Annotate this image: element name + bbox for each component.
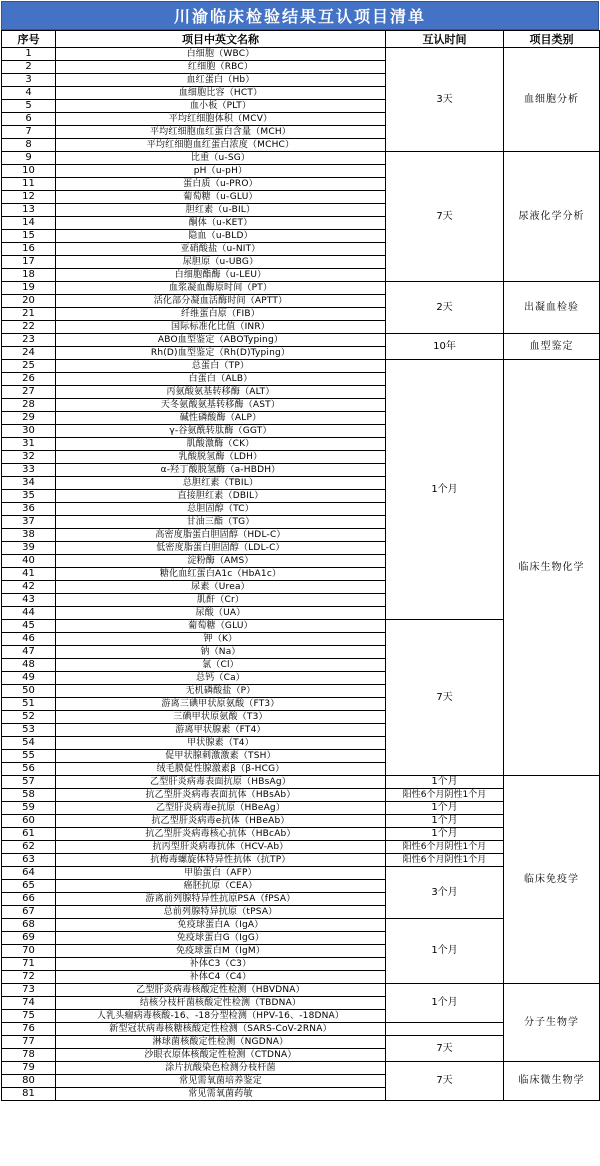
row-number: 6 [2,113,56,126]
row-number: 31 [2,438,56,451]
row-number: 28 [2,399,56,412]
recognition-time: 7天 [386,1036,504,1062]
row-number: 51 [2,698,56,711]
row-number: 32 [2,451,56,464]
item-name: 抗丙型肝炎病毒抗体（HCV-Ab） [56,841,386,854]
recognition-time: 7天 [386,152,504,282]
row-number: 76 [2,1023,56,1036]
item-name: 抗乙型肝炎病毒表面抗体（HBsAb） [56,789,386,802]
recognition-time: 1个月 [386,984,504,1023]
item-name: 游离甲状腺素（FT4） [56,724,386,737]
recognition-time: 1个月 [386,815,504,828]
row-number: 36 [2,503,56,516]
recognition-time: 阳性6个月阴性1个月 [386,854,504,867]
row-number: 39 [2,542,56,555]
row-number: 15 [2,230,56,243]
item-name: 无机磷酸盐（P） [56,685,386,698]
row-number: 38 [2,529,56,542]
item-name: 糖化血红蛋白A1c（HbA1c） [56,568,386,581]
item-name: 免疫球蛋白M（IgM） [56,945,386,958]
item-name: 涂片抗酸染色检测分枝杆菌 [56,1062,386,1075]
row-number: 7 [2,126,56,139]
item-name: 甲状腺素（T4） [56,737,386,750]
item-name: 肌酐（Cr） [56,594,386,607]
row-number: 56 [2,763,56,776]
item-name: 尿酸（UA） [56,607,386,620]
row-number: 61 [2,828,56,841]
item-name: 淀粉酶（AMS） [56,555,386,568]
row-number: 37 [2,516,56,529]
item-name: 隐血（u-BLD） [56,230,386,243]
item-name: 亚硝酸盐（u-NIT） [56,243,386,256]
item-name: 总前列腺特异抗原（tPSA） [56,906,386,919]
row-number: 16 [2,243,56,256]
item-name: 血红蛋白（Hb） [56,74,386,87]
row-number: 48 [2,659,56,672]
item-name: 癌胚抗原（CEA） [56,880,386,893]
row-number: 20 [2,295,56,308]
item-name: 总胆红素（TBIL） [56,477,386,490]
item-name: 丙氨酸氨基转移酶（ALT） [56,386,386,399]
item-name: 乙型肝炎病毒e抗原（HBeAg） [56,802,386,815]
item-name: 血浆凝血酶原时间（PT） [56,282,386,295]
row-number: 47 [2,646,56,659]
item-name: 胆红素（u-BIL） [56,204,386,217]
item-name: 乳酸脱氢酶（LDH） [56,451,386,464]
row-number: 54 [2,737,56,750]
table-body [2,48,600,1101]
item-name: 白细胞酯酶（u-LEU） [56,269,386,282]
item-name: 人乳头瘤病毒核酸-16、-18分型检测（HPV-16、-18DNA） [56,1010,386,1023]
row-number: 55 [2,750,56,763]
row-number: 81 [2,1088,56,1101]
row-number: 77 [2,1036,56,1049]
row-number: 70 [2,945,56,958]
table-row [2,776,600,789]
row-number: 67 [2,906,56,919]
row-number: 60 [2,815,56,828]
item-category: 临床微生物学 [504,1062,600,1101]
recognition-time: 1个月 [386,776,504,789]
item-category: 临床免疫学 [504,776,600,984]
row-number: 75 [2,1010,56,1023]
recognition-time: 10年 [386,334,504,360]
sheet-title: 川渝临床检验结果互认项目清单 [1,1,599,30]
item-name: 钠（Na） [56,646,386,659]
item-name: 甲胎蛋白（AFP） [56,867,386,880]
row-number: 52 [2,711,56,724]
row-number: 64 [2,867,56,880]
item-name: 活化部分凝血活酶时间（APTT） [56,295,386,308]
item-name: Rh(D)血型鉴定（Rh(D)Typing） [56,347,386,360]
item-name: 钾（K） [56,633,386,646]
item-name: 游离前列腺特异性抗原PSA（fPSA） [56,893,386,906]
row-number: 58 [2,789,56,802]
recognition-time: 2天 [386,282,504,334]
item-name: 平均红细胞体积（MCV） [56,113,386,126]
item-name: 平均红细胞血红蛋白浓度（MCHC） [56,139,386,152]
row-number: 19 [2,282,56,295]
row-number: 35 [2,490,56,503]
item-name: 蛋白质（u-PRO） [56,178,386,191]
recognition-time: 3个月 [386,867,504,919]
row-number: 8 [2,139,56,152]
header-category: 项目类别 [504,31,600,48]
row-number: 53 [2,724,56,737]
item-name: α-羟丁酸脱氢酶（a-HBDH） [56,464,386,477]
item-name: 尿素（Urea） [56,581,386,594]
recognition-time [386,1023,504,1036]
row-number: 4 [2,87,56,100]
item-name: 国际标准化比值（INR） [56,321,386,334]
item-name: 结核分枝杆菌核酸定性检测（TBDNA） [56,997,386,1010]
row-number: 40 [2,555,56,568]
row-number: 50 [2,685,56,698]
item-name: 游离三碘甲状原氨酸（FT3） [56,698,386,711]
item-category: 血细胞分析 [504,48,600,152]
row-number: 74 [2,997,56,1010]
recognition-time: 7天 [386,1062,504,1101]
item-name: pH（u-pH） [56,165,386,178]
row-number: 10 [2,165,56,178]
item-name: 乙型肝炎病毒核酸定性检测（HBVDNA） [56,984,386,997]
row-number: 73 [2,984,56,997]
row-number: 46 [2,633,56,646]
row-number: 33 [2,464,56,477]
table-row [2,282,600,295]
row-number: 65 [2,880,56,893]
item-name: 常见需氧菌药敏 [56,1088,386,1101]
table-row [2,152,600,165]
table-row [2,48,600,61]
row-number: 9 [2,152,56,165]
row-number: 80 [2,1075,56,1088]
item-name: 甘油三酯（TG） [56,516,386,529]
row-number: 78 [2,1049,56,1062]
row-number: 1 [2,48,56,61]
item-name: 白蛋白（ALB） [56,373,386,386]
table-row [2,984,600,997]
row-number: 22 [2,321,56,334]
recognition-time: 阳性6个月阴性1个月 [386,789,504,802]
row-number: 30 [2,425,56,438]
row-number: 5 [2,100,56,113]
item-name: 高密度脂蛋白胆固醇（HDL-C） [56,529,386,542]
row-number: 69 [2,932,56,945]
item-name: 血小板（PLT） [56,100,386,113]
item-name: 总钙（Ca） [56,672,386,685]
row-number: 79 [2,1062,56,1075]
item-name: 氯（Cl） [56,659,386,672]
item-name: 补体C4（C4） [56,971,386,984]
header-row [2,31,600,48]
item-name: 天冬氨酸氨基转移酶（AST） [56,399,386,412]
row-number: 72 [2,971,56,984]
item-name: 免疫球蛋白A（IgA） [56,919,386,932]
item-name: 沙眼衣原体核酸定性检测（CTDNA） [56,1049,386,1062]
item-name: 总胆固醇（TC） [56,503,386,516]
header-no: 序号 [2,31,56,48]
item-name: 葡萄糖（GLU） [56,620,386,633]
item-name: 补体C3（C3） [56,958,386,971]
item-category: 血型鉴定 [504,334,600,360]
item-category: 临床生物化学 [504,360,600,776]
item-category: 尿液化学分析 [504,152,600,282]
item-name: 低密度脂蛋白胆固醇（LDL-C） [56,542,386,555]
project-table [1,30,600,1101]
item-name: 比重（u-SG） [56,152,386,165]
item-name: ABO血型鉴定（ABOTyping） [56,334,386,347]
row-number: 13 [2,204,56,217]
item-name: 抗乙型肝炎病毒核心抗体（HBcAb） [56,828,386,841]
row-number: 59 [2,802,56,815]
row-number: 17 [2,256,56,269]
item-name: 常见需氧菌培养鉴定 [56,1075,386,1088]
row-number: 18 [2,269,56,282]
recognition-time: 1个月 [386,802,504,815]
row-number: 23 [2,334,56,347]
item-name: 免疫球蛋白G（IgG） [56,932,386,945]
item-category: 出凝血检验 [504,282,600,334]
row-number: 57 [2,776,56,789]
row-number: 21 [2,308,56,321]
recognition-time: 1个月 [386,360,504,620]
item-name: 平均红细胞血红蛋白含量（MCH） [56,126,386,139]
item-name: 新型冠状病毒核糖核酸定性检测（SARS-CoV-2RNA） [56,1023,386,1036]
item-name: 直接胆红素（DBIL） [56,490,386,503]
row-number: 24 [2,347,56,360]
recognition-time: 7天 [386,620,504,776]
item-name: 抗梅毒螺旋体特异性抗体（抗TP） [56,854,386,867]
item-name: γ-谷氨酰转肽酶（GGT） [56,425,386,438]
recognition-time: 3天 [386,48,504,152]
row-number: 25 [2,360,56,373]
row-number: 62 [2,841,56,854]
item-name: 绒毛膜促性腺激素β（β-HCG） [56,763,386,776]
row-number: 12 [2,191,56,204]
table-row [2,1062,600,1075]
recognition-time: 1个月 [386,828,504,841]
row-number: 63 [2,854,56,867]
row-number: 68 [2,919,56,932]
row-number: 3 [2,74,56,87]
row-number: 49 [2,672,56,685]
item-name: 抗乙型肝炎病毒e抗体（HBeAb） [56,815,386,828]
table-row [2,360,600,373]
item-name: 红细胞（RBC） [56,61,386,74]
row-number: 44 [2,607,56,620]
item-name: 白细胞（WBC） [56,48,386,61]
recognition-time: 阳性6个月阴性1个月 [386,841,504,854]
row-number: 71 [2,958,56,971]
item-category: 分子生物学 [504,984,600,1062]
table-row [2,334,600,347]
row-number: 41 [2,568,56,581]
row-number: 43 [2,594,56,607]
item-name: 碱性磷酸酶（ALP） [56,412,386,425]
row-number: 27 [2,386,56,399]
item-name: 纤维蛋白原（FIB） [56,308,386,321]
item-name: 酮体（u-KET） [56,217,386,230]
item-name: 尿胆原（u-UBG） [56,256,386,269]
row-number: 11 [2,178,56,191]
item-name: 三碘甲状原氨酸（T3） [56,711,386,724]
header-name: 项目中英文名称 [56,31,386,48]
item-name: 葡萄糖（u-GLU） [56,191,386,204]
row-number: 66 [2,893,56,906]
item-name: 肌酸激酶（CK） [56,438,386,451]
item-name: 促甲状腺刺激激素（TSH） [56,750,386,763]
item-name: 淋球菌核酸定性检测（NGDNA） [56,1036,386,1049]
row-number: 34 [2,477,56,490]
row-number: 42 [2,581,56,594]
item-name: 乙型肝炎病毒表面抗原（HBsAg） [56,776,386,789]
row-number: 45 [2,620,56,633]
spreadsheet [1,1,599,1101]
row-number: 14 [2,217,56,230]
row-number: 26 [2,373,56,386]
item-name: 血细胞比容（HCT） [56,87,386,100]
recognition-time: 1个月 [386,919,504,984]
item-name: 总蛋白（TP） [56,360,386,373]
row-number: 2 [2,61,56,74]
header-time: 互认时间 [386,31,504,48]
row-number: 29 [2,412,56,425]
